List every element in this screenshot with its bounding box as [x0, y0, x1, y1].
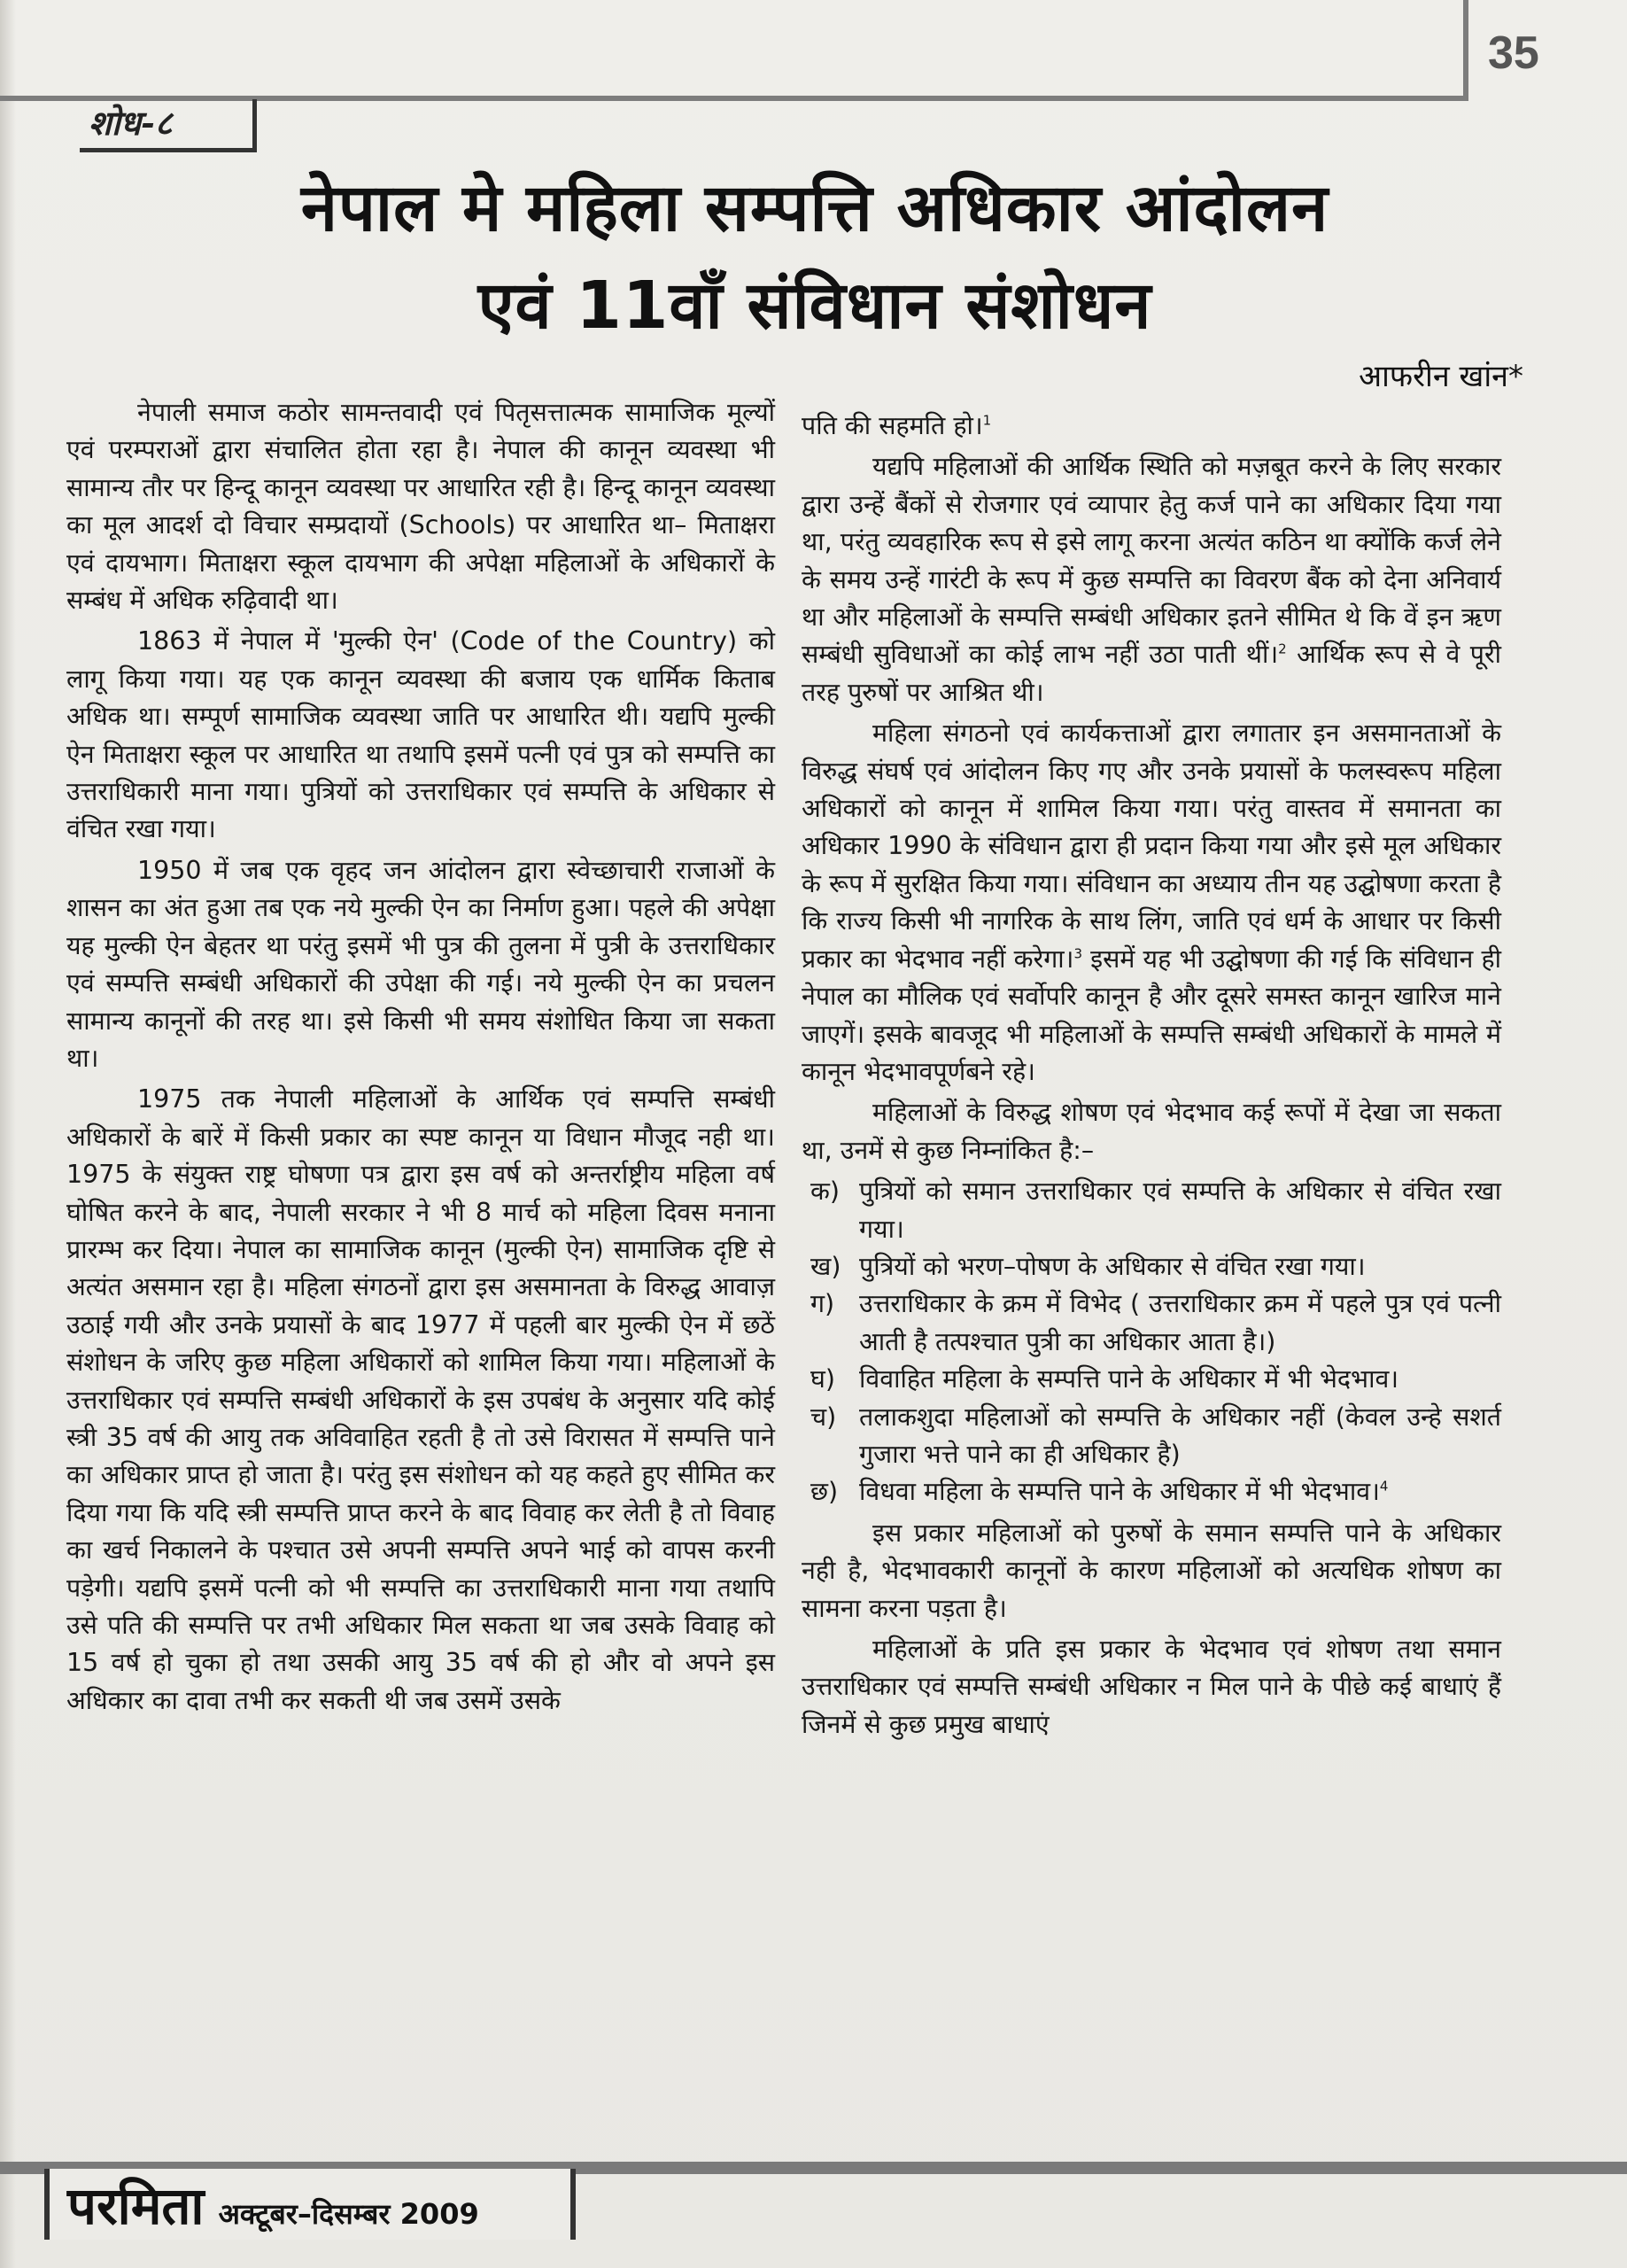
list-item	[802, 1399, 1501, 1474]
list-item	[802, 1473, 1501, 1511]
magazine-name: परमिता	[67, 2176, 205, 2236]
paragraph	[802, 408, 1501, 445]
footnote-marker: 1	[982, 412, 992, 429]
list-item-text: तलाकशुदा महिलाओं को सम्पत्ति के अधिकार नहीं (केवल उन्हे सशर्त गुजारा भत्ते पाने का ही अधिकार है)	[859, 1402, 1501, 1469]
footnote-marker: 2	[1278, 641, 1287, 657]
list-marker: ख)	[810, 1251, 841, 1281]
list-marker: च)	[810, 1402, 837, 1432]
list-item-text	[859, 1473, 1501, 1511]
list-item-body: विधवा महिला के सम्पत्ति पाने के अधिकार में भी भेदभाव।	[859, 1477, 1380, 1507]
discrimination-list	[802, 1173, 1501, 1511]
article-title	[71, 159, 1559, 354]
list-marker: ग)	[810, 1289, 835, 1319]
list-item	[802, 1361, 1501, 1398]
paragraph: 1975 तक नेपाली महिलाओं के आर्थिक एवं सम्पत्ति सम्बंधी अधिकारों के बारें में किसी प्रकार का स्पष्ट कानून या विधान मौजूद नही था। 1975 के संयुक्त राष्ट्र घोषणा पत्र द्वारा इस वर्ष को अन्तर्राष्ट्रीय महिला वर्ष घोषित करने के बाद, नेपाली सरकार ने भी 8 मार्च को महिला दिवस मनाना प्रारम्भ कर दिया। नेपाल का सामाजिक कानून (मुल्की ऐन) सामाजिक दृष्टि से अत्यंत असमान रहा है। महिला संगठनों द्वारा इस असमानता के विरुद्ध आवाज़ उठाई गयी और उनके प्रयासों के बाद 1977 में पहली बार मुल्की ऐन में छठें संशोधन के जरिए कुछ महिला अधिकारों को शामिल किया गया। महिलाओं के उत्तराधिकार एवं सम्पत्ति सम्बंधी अधिकारों के इस उपबंध के अनुसार यदि कोई स्त्री 35 वर्ष की आयु तक अविवाहित रहती है तो उसे विरासत में सम्पत्ति पाने का अधिकार प्राप्त हो जाता है। परंतु इस संशोधन को यह कहते हुए सीमित कर दिया गया कि यदि स्त्री सम्पत्ति प्राप्त करने के बाद विवाह कर लेती है तो विवाह का खर्च निकालने के पश्चात उसे अपनी सम्पत्ति अपने भाई को वापस करनी पड़ेगी। यद्यपि इसमें पत्नी को भी सम्पत्ति का उत्तराधिकारी माना गया तथापि उसे पति की सम्पत्ति पर तभी अधिकार मिल सकता था जब उसके विवाह को 15 वर्ष हो चुका हो तथा उसकी आयु 35 वर्ष की हो और वो अपने इस अधिकार का दावा तभी कर सकती थी जब उसमें उसके	[66, 1084, 775, 1715]
paragraph: 1950 में जब एक वृहद जन आंदोलन द्वारा स्वेच्छाचारी राजाओं के शासन का अंत हुआ तब एक नये मुल्की ऐन का निर्माण हुआ। पहले की अपेक्षा यह मुल्की ऐन बेहतर था परंतु इसमें भी पुत्र की तुलना में पुत्री के उत्तराधिकार एवं सम्पत्ति सम्बंधी अधिकारों की उपेक्षा की गई। नये मुल्की ऐन का प्रचलन सामान्य कानूनों की तरह था। इसे किसी भी समय संशोधित किया जा सकता था।	[66, 855, 775, 1073]
paragraph	[802, 715, 1501, 1091]
list-marker: घ)	[810, 1364, 835, 1394]
left-column	[66, 394, 775, 1723]
paragraph-text: यद्यपि महिलाओं की आर्थिक स्थिति को मज़बूत करने के लिए सरकार द्वारा उन्हें बैंकों से रोजगार एवं व्यापार हेतु कर्ज पाने का अधिकार दिया गया था, परंतु व्यवहारिक रूप से इसे लागू करना अत्यंत कठिन था क्योंकि कर्ज लेने के समय उन्हें गारंटी के रूप में कुछ सम्पत्ति का विवरण बैंक को देना अनिवार्य था और महिलाओं के सम्पत्ति सम्बंधी अधिकार इतने सीमित थे कि वें इन ऋण सम्बंधी सुविधाओं का कोई लाभ नहीं उठा पाती थीं।	[802, 452, 1501, 670]
paragraph: इस प्रकार महिलाओं को पुरुषों के समान सम्पत्ति पाने के अधिकार नही है, भेदभावकारी कानूनों के कारण महिलाओं को अत्यधिक शोषण का सामना करना पड़ता है।	[802, 1518, 1501, 1623]
list-item	[802, 1248, 1501, 1285]
paragraph: महिलाओं के विरुद्ध शोषण एवं भेदभाव कई रूपों में देखा जा सकता था, उनमें से कुछ निम्नांकित है:–	[802, 1098, 1501, 1165]
paragraph	[802, 448, 1501, 711]
right-column	[802, 408, 1501, 1747]
paragraph: 1863 में नेपाल में 'मुल्की ऐन' (Code of the Country) को लागू किया गया। यह एक कानून व्यवस्था की बजाय एक धार्मिक किताब अधिक था। सम्पूर्ण सामाजिक व्यवस्था जाति पर आधारित थी। यद्यपि मुल्की ऐन मिताक्षरा स्कूल पर आधारित था तथापि इसमें पत्नी एवं पुत्र को सम्पत्ति का उत्तराधिकारी माना गया। पुत्रियों को उत्तराधिकार एवं सम्पत्ति के अधिकार से वंचित रखा गया।	[66, 626, 775, 844]
list-item-text: उत्तराधिकार के क्रम में विभेद ( उत्तराधिकार क्रम में पहले पुत्र एवं पत्नी आती है तत्पश्चात पुत्री का अधिकार आता है।)	[859, 1289, 1501, 1356]
section-tag: शोध-८	[80, 99, 257, 152]
issue-date: अक्टूबर–दिसम्बर 2009	[218, 2197, 479, 2231]
paragraph-text: पति की सहमति हो।	[802, 411, 983, 440]
list-item-text: विवाहित महिला के सम्पत्ति पाने के अधिकार में भी भेदभाव।	[859, 1364, 1399, 1394]
article-title-line-1: नेपाल मे महिला सम्पत्ति अधिकार आंदोलन	[300, 170, 1329, 246]
footer-masthead	[44, 2169, 576, 2240]
footnote-marker: 3	[1073, 945, 1082, 962]
paragraph-text: इसमें यह भी उद्घोषणा की गई कि संविधान ही नेपाल का मौलिक एवं सर्वोपरि कानून है और दूसरे समस्त कानून खारिज माने जाएगें। इसके बावजूद भी महिलाओं के सम्पत्ति सम्बंधी अधिकारों के मामले में कानून भेदभावपूर्णबने रहे।	[802, 944, 1501, 1086]
paragraph-text: आर्थिक रूप से वे पूरी तरह पुरुषों पर आश्रित थी।	[802, 640, 1501, 707]
list-marker: क)	[810, 1177, 841, 1207]
page-edge-shadow	[0, 0, 16, 2268]
footnote-marker: 4	[1379, 1478, 1389, 1495]
paragraph: नेपाली समाज कठोर सामन्तवादी एवं पितृसत्तात्मक सामाजिक मूल्यों एवं परम्पराओं द्वारा संचालित होता रहा है। नेपाल की कानून व्यवस्था भी सामान्य तौर पर हिन्दू कानून व्यवस्था पर आधारित रही है। हिन्दू कानून व्यवस्था का मूल आदर्श दो विचार सम्प्रदायों (Schools) पर आधारित था– मिताक्षरा एवं दायभाग। मिताक्षरा स्कूल दायभाग की अपेक्षा महिलाओं के अधिकारों के सम्बंध में अधिक रुढ़िवादी था।	[66, 398, 775, 616]
list-marker: छ)	[810, 1477, 839, 1507]
header-vertical-rule	[1463, 0, 1468, 101]
article-author: आफरीन खांन*	[1359, 359, 1523, 394]
list-item	[802, 1285, 1501, 1361]
article-title-line-2: एवं 11वाँ संविधान संशोधन	[477, 268, 1152, 344]
list-item-text: पुत्रियों को भरण–पोषण के अधिकार से वंचित रखा गया।	[859, 1251, 1366, 1281]
paragraph: महिलाओं के प्रति इस प्रकार के भेदभाव एवं शोषण तथा समान उत्तराधिकार एवं सम्पत्ति सम्बंधी अधिकार न मिल पाने के पीछे कई बाधाएं हैं जिनमें से कुछ प्रमुख बाधाएं	[802, 1635, 1501, 1739]
list-item-text: पुत्रियों को समान उत्तराधिकार एवं सम्पत्ति के अधिकार से वंचित रखा गया।	[859, 1177, 1501, 1244]
page-number: 35	[1488, 27, 1539, 79]
paragraph-text: महिला संगठनो एवं कार्यकत्ताओं द्वारा लगातार इन असमानताओं के विरुद्ध संघर्ष एवं आंदोलन किए गए और उनके प्रयासों के फलस्वरूप महिला अधिकारों को कानून में शामिल किया गया। परंतु वास्तव में समानता का अधिकार 1990 के संविधान द्वारा ही प्रदान किया गया और इसे मूल अधिकार के रूप में सुरक्षित किया गया। संविधान का अध्याय तीन यह उद्घोषणा करता है कि राज्य किसी भी नागरिक के साथ लिंग, जाति एवं धर्म के आधार पर किसी प्रकार का भेदभाव नहीं करेगा।	[802, 718, 1501, 974]
list-item	[802, 1173, 1501, 1248]
